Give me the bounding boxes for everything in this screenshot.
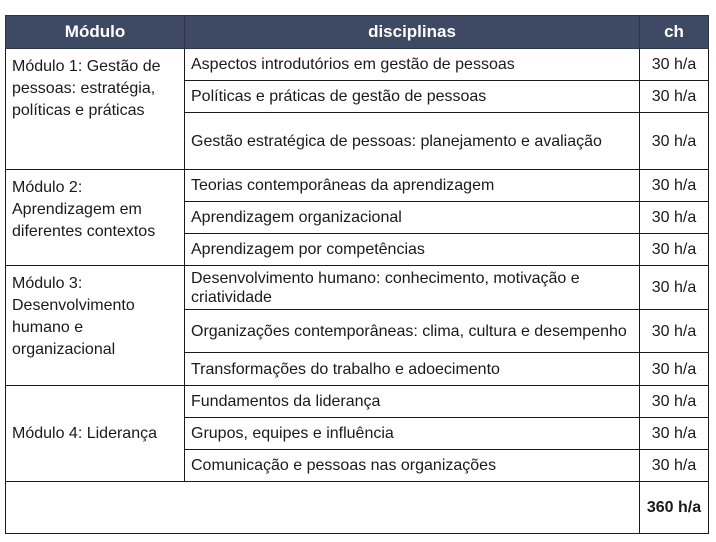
header-row [6, 16, 709, 49]
table-row [6, 49, 709, 81]
module-2-name: Módulo 2: Aprendizagem em diferentes contextos [6, 170, 185, 266]
discipline-ch: 30 h/a [640, 81, 709, 113]
discipline-name: Organizações contemporâneas: clima, cultura e desempenho [185, 310, 640, 353]
module-4-name: Módulo 4: Liderança [6, 386, 185, 482]
header-modulo: Módulo [6, 16, 185, 49]
discipline-ch: 30 h/a [640, 450, 709, 482]
discipline-ch: 30 h/a [640, 386, 709, 418]
discipline-ch: 30 h/a [640, 266, 709, 310]
discipline-name: Grupos, equipes e influência [185, 418, 640, 450]
discipline-ch: 30 h/a [640, 310, 709, 353]
discipline-name: Gestão estratégica de pessoas: planejamento e avaliação [185, 113, 640, 170]
discipline-name: Fundamentos da liderança [185, 386, 640, 418]
total-spacer [6, 482, 640, 534]
curriculum-table [5, 15, 709, 534]
discipline-name: Aprendizagem organizacional [185, 202, 640, 234]
discipline-name: Teorias contemporâneas da aprendizagem [185, 170, 640, 202]
discipline-name: Desenvolvimento humano: conhecimento, motivação e criatividade [185, 266, 640, 310]
discipline-name: Aspectos introdutórios em gestão de pessoas [185, 49, 640, 81]
discipline-name: Transformações do trabalho e adoecimento [185, 353, 640, 386]
discipline-ch: 30 h/a [640, 49, 709, 81]
table-row [6, 386, 709, 418]
table-row [6, 170, 709, 202]
module-3-name: Módulo 3: Desenvolvimento humano e organizacional [6, 266, 185, 386]
discipline-name: Políticas e práticas de gestão de pessoas [185, 81, 640, 113]
discipline-ch: 30 h/a [640, 170, 709, 202]
discipline-name: Comunicação e pessoas nas organizações [185, 450, 640, 482]
header-disciplinas: disciplinas [185, 16, 640, 49]
header-ch: ch [640, 16, 709, 49]
discipline-ch: 30 h/a [640, 234, 709, 266]
module-1-name: Módulo 1: Gestão de pessoas: estratégia, políticas e práticas [6, 49, 185, 170]
total-row [6, 482, 709, 534]
discipline-ch: 30 h/a [640, 418, 709, 450]
discipline-ch: 30 h/a [640, 113, 709, 170]
discipline-ch: 30 h/a [640, 353, 709, 386]
total-ch: 360 h/a [640, 482, 709, 534]
discipline-ch: 30 h/a [640, 202, 709, 234]
discipline-name: Aprendizagem por competências [185, 234, 640, 266]
table-row [6, 266, 709, 310]
